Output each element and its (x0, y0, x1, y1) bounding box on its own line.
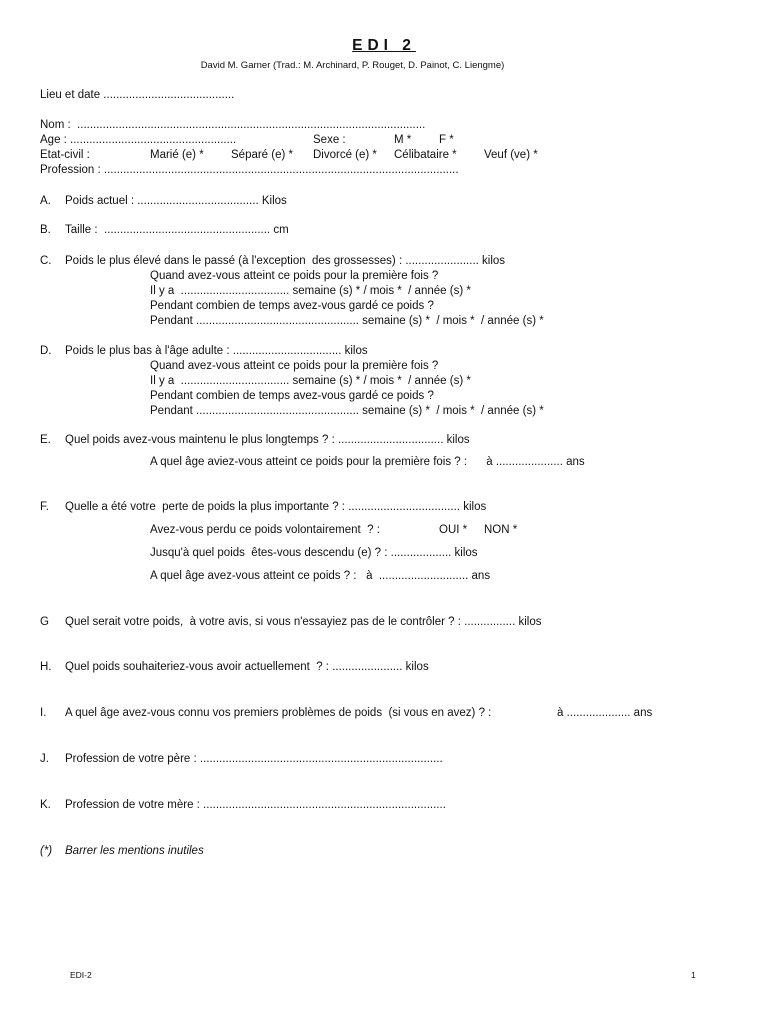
question-d-duration-field[interactable]: Il y a .................................. semaine (s) * / mois * / année (s) * (150, 375, 471, 387)
question-d-sub-text: Quand avez-vous atteint ce poids pour la première fois ? (150, 360, 439, 372)
question-c-field[interactable]: Poids le plus élevé dans le passé (à l'exception des grossesses) : ....................... kilos (65, 255, 506, 267)
footer-doc-id: EDI-2 (70, 970, 92, 980)
question-i-text: A quel âge avez-vous connu vos premiers problèmes de poids (si vous en avez) ? : (65, 707, 492, 719)
note-marker: (*) (40, 845, 53, 857)
sexe-f-option[interactable]: F * (439, 134, 454, 146)
question-letter: K. (40, 799, 51, 811)
question-b-field[interactable]: Taille : .................................................... cm (65, 224, 289, 236)
document-title: EDI 2 (352, 37, 416, 54)
question-letter: G (40, 616, 49, 628)
question-letter: C. (40, 255, 52, 267)
oui-option[interactable]: OUI * (439, 524, 468, 536)
separe-option[interactable]: Séparé (e) * (231, 149, 294, 161)
question-j-field[interactable]: Profession de votre père : ............................................................................ (65, 753, 443, 765)
question-d-field[interactable]: Poids le plus bas à l'âge adulte : .................................. kilos (65, 345, 368, 357)
question-k-field[interactable]: Profession de votre mère : ............................................................................ (65, 799, 446, 811)
sexe-m-option[interactable]: M * (394, 134, 412, 146)
question-letter: B. (40, 224, 51, 236)
question-f-age-field[interactable]: A quel âge avez-vous atteint ce poids ? : à ............................ ans (150, 570, 491, 582)
question-f-sub-text: Avez-vous perdu ce poids volontairement ? : (150, 524, 380, 536)
age-field[interactable]: Age : .................................................... (40, 134, 237, 146)
question-letter: E. (40, 434, 51, 446)
document-subtitle: David M. Garner (Trad.: M. Archinard, P. Rouget, D. Painot, C. Liengme) (200, 60, 505, 71)
question-letter: F. (40, 501, 49, 513)
question-letter: J. (40, 753, 49, 765)
sexe-label: Sexe : (313, 134, 346, 146)
question-f-field[interactable]: Quelle a été votre perte de poids la plus importante ? : ................................... kilos (65, 501, 487, 513)
marie-option[interactable]: Marié (e) * (150, 149, 204, 161)
non-option[interactable]: NON * (484, 524, 518, 536)
question-a-field[interactable]: Poids actuel : ...................................... Kilos (65, 195, 287, 207)
question-c-duration-field[interactable]: Il y a .................................. semaine (s) * / mois * / année (s) * (150, 285, 471, 297)
question-h-field[interactable]: Quel poids souhaiteriez-vous avoir actuellement ? : ...................... kilos (65, 661, 429, 673)
veuf-option[interactable]: Veuf (ve) * (484, 149, 538, 161)
divorce-option[interactable]: Divorcé (e) * (313, 149, 377, 161)
question-letter: D. (40, 345, 52, 357)
question-letter: I. (40, 707, 47, 719)
question-letter: H. (40, 661, 52, 673)
page-number: 1 (691, 970, 696, 980)
question-i-age-field[interactable]: à .................... ans (557, 707, 653, 719)
question-e-age-field[interactable]: A quel âge aviez-vous atteint ce poids pour la première fois ? : à ..................... ans (150, 456, 585, 468)
question-d-period-field[interactable]: Pendant ................................................... semaine (s) * / mois * / année (s) * (150, 405, 544, 417)
question-letter: A. (40, 195, 51, 207)
lieu-date-field[interactable]: Lieu et date ......................................... (40, 89, 235, 101)
question-g-field[interactable]: Quel serait votre poids, à votre avis, si vous n'essayiez pas de le contrôler ? : ................ kilos (65, 616, 542, 628)
question-c-sub-text: Pendant combien de temps avez-vous gardé ce poids ? (150, 300, 434, 312)
question-c-period-field[interactable]: Pendant ................................................... semaine (s) * / mois * / année (s) * (150, 315, 544, 327)
question-f-weight-field[interactable]: Jusqu'à quel poids êtes-vous descendu (e) ? : ................... kilos (150, 547, 478, 559)
nom-field[interactable]: Nom : ............................................................................................................. (40, 119, 426, 131)
note-text: Barrer les mentions inutiles (65, 845, 204, 857)
question-e-field[interactable]: Quel poids avez-vous maintenu le plus longtemps ? : ................................. kilos (65, 434, 470, 446)
etat-civil-label: Etat-civil : (40, 149, 90, 161)
celibataire-option[interactable]: Célibataire * (394, 149, 457, 161)
question-d-sub-text: Pendant combien de temps avez-vous gardé ce poids ? (150, 390, 434, 402)
profession-field[interactable]: Profession : ............................................................................................................... (40, 164, 459, 176)
question-c-sub-text: Quand avez-vous atteint ce poids pour la première fois ? (150, 270, 439, 282)
